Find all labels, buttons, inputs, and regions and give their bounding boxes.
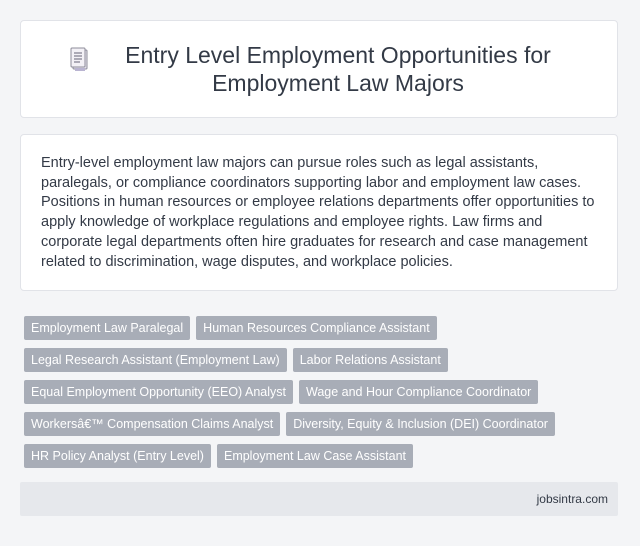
footer-bar	[20, 482, 618, 516]
tag-hr-policy-analyst[interactable]: HR Policy Analyst (Entry Level)	[24, 444, 211, 468]
tag-row	[24, 444, 620, 468]
tag-row	[24, 316, 620, 340]
tag-case-assistant[interactable]: Employment Law Case Assistant	[217, 444, 413, 468]
footer-site-link[interactable]: jobsintra.com	[536, 492, 608, 506]
tag-labor-relations-assistant[interactable]: Labor Relations Assistant	[293, 348, 448, 372]
tag-wage-hour-coordinator[interactable]: Wage and Hour Compliance Coordinator	[299, 380, 538, 404]
tag-employment-law-paralegal[interactable]: Employment Law Paralegal	[24, 316, 190, 340]
description-card	[20, 134, 618, 291]
header-inner	[69, 41, 569, 97]
header-card	[20, 20, 618, 118]
tag-hr-compliance-assistant[interactable]: Human Resources Compliance Assistant	[196, 316, 437, 340]
tag-row	[24, 348, 620, 372]
document-icon	[69, 47, 97, 78]
tag-workers-comp-analyst[interactable]: Workersâ€™ Compensation Claims Analyst	[24, 412, 280, 436]
tag-eeo-analyst[interactable]: Equal Employment Opportunity (EEO) Analyst	[24, 380, 293, 404]
page-title: Entry Level Employment Opportunities for Employment Law Majors	[125, 42, 551, 96]
tag-dei-coordinator[interactable]: Diversity, Equity & Inclusion (DEI) Coordinator	[286, 412, 555, 436]
tag-list	[24, 316, 620, 476]
description-text: Entry-level employment law majors can pursue roles such as legal assistants, paralegals, or compliance coordinators supporting labor and employment law cases. Positions in human resources or employee relations departments offer opportunities to apply knowledge of workplace regulations and employee rights. Law firms and corporate legal departments often hire graduates for research and case management related to discrimination, wage disputes, and workplace policies.	[41, 155, 595, 270]
tag-row	[24, 380, 620, 404]
tag-legal-research-assistant[interactable]: Legal Research Assistant (Employment Law)	[24, 348, 287, 372]
tag-row	[24, 412, 620, 436]
